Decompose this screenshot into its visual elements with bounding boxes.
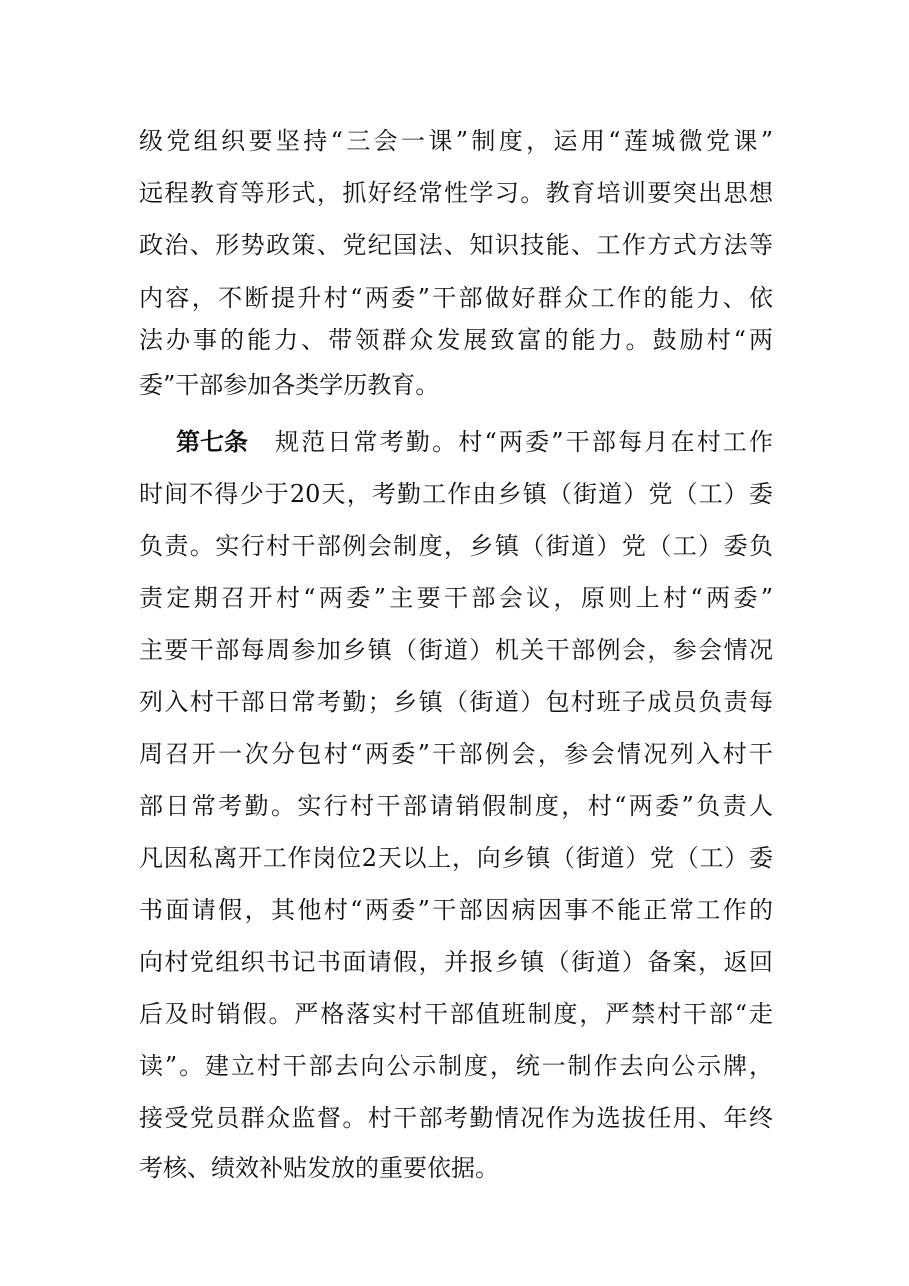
- article-number: 第七条: [176, 427, 248, 456]
- paragraph-line: 委”干部参加各类学历教育。: [139, 371, 440, 399]
- article-line: 书面请假，其他村“两委”干部因病因事不能正常工作的: [139, 896, 773, 924]
- article-line: 接受党员群众监督。村干部考勤情况作为选拔任用、年终: [139, 1104, 773, 1132]
- article-first-line: 规范日常考勤。村“两委”干部每月在村工作: [275, 428, 773, 456]
- article-heading: [176, 424, 276, 460]
- paragraph-line: 级党组织要坚持“三会一课”制度，运用“莲城微党课”: [139, 127, 773, 155]
- article-line: 责定期召开村“两委”主要干部会议，原则上村“两委”: [139, 584, 773, 612]
- article-line: 周召开一次分包村“两委”干部例会，参会情况列入村干: [139, 740, 773, 768]
- article-line: 时间不得少于20天，考勤工作由乡镇（街道）党（工）委: [139, 480, 773, 508]
- paragraph-line: 内容，不断提升村“两委”干部做好群众工作的能力、依: [139, 284, 773, 312]
- article-line: 凡因私离开工作岗位2天以上，向乡镇（街道）党（工）委: [139, 844, 773, 872]
- article-line: 主要干部每周参加乡镇（街道）机关干部例会，参会情况: [139, 636, 773, 664]
- article-line: 列入村干部日常考勤；乡镇（街道）包村班子成员负责每: [139, 688, 773, 716]
- article-line: 读”。建立村干部去向公示制度，统一制作去向公示牌，: [139, 1052, 773, 1080]
- article-line: 考核、绩效补贴发放的重要依据。: [139, 1154, 499, 1182]
- paragraph-line: 法办事的能力、带领群众发展致富的能力。鼓励村“两: [139, 326, 773, 354]
- article-line: 部日常考勤。实行村干部请销假制度，村“两委”负责人: [139, 792, 773, 820]
- paragraph-line: 远程教育等形式，抓好经常性学习。教育培训要突出思想: [139, 179, 773, 207]
- article-line: 负责。实行村干部例会制度，乡镇（街道）党（工）委负: [139, 532, 773, 560]
- paragraph-line: 政治、形势政策、党纪国法、知识技能、工作方式方法等: [139, 231, 773, 259]
- article-line: 向村党组织书记书面请假，并报乡镇（街道）备案，返回: [139, 948, 773, 976]
- article-line: 后及时销假。严格落实村干部值班制度，严禁村干部“走: [139, 1000, 773, 1028]
